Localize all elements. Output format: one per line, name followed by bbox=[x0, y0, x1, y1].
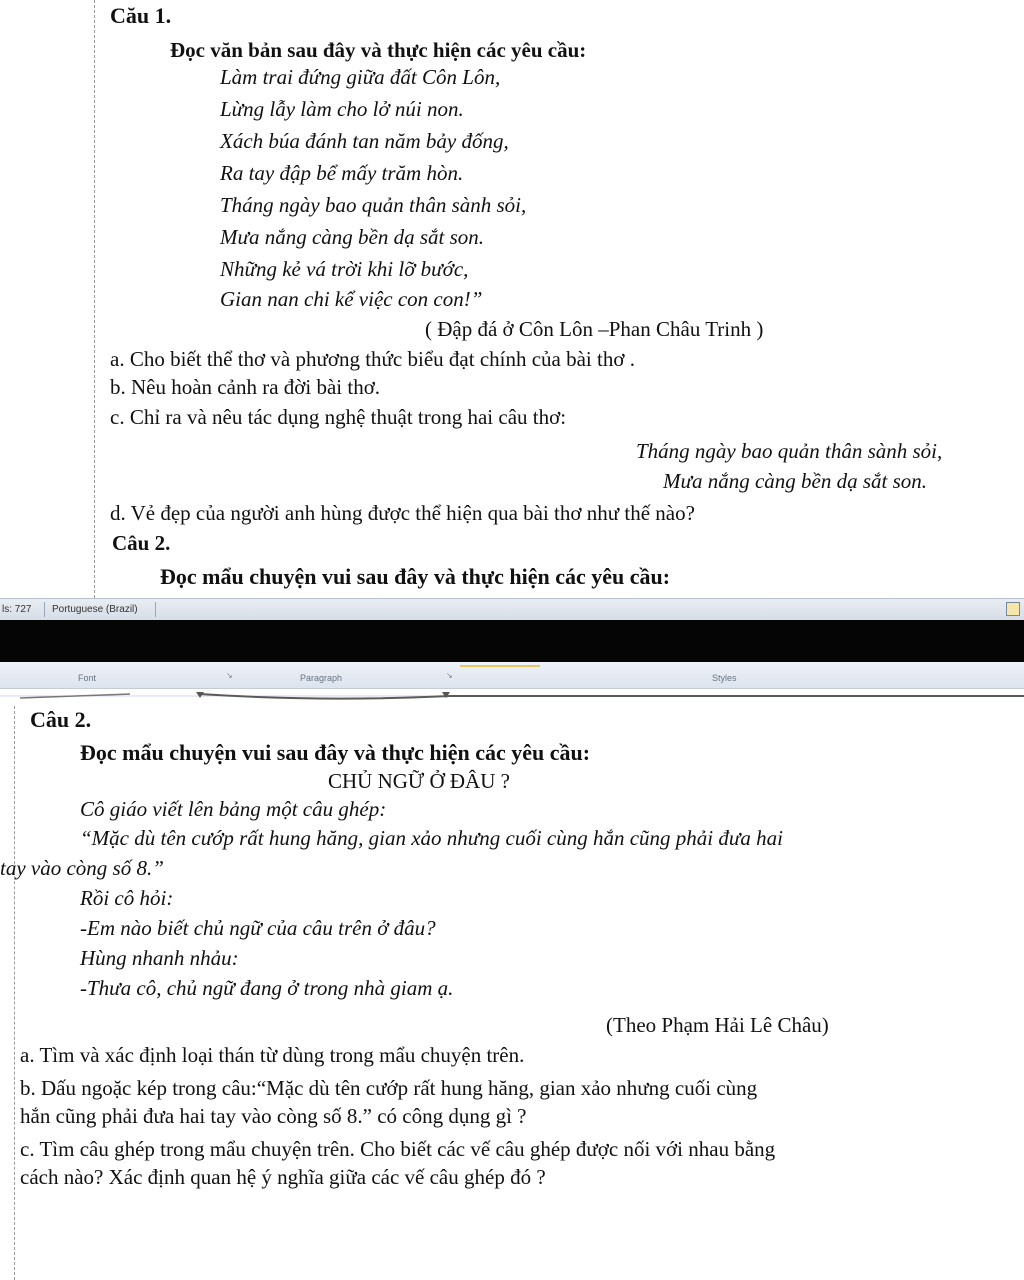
question-b: b. Dấu ngoặc kép trong câu:“Mặc dù tên cướp rất hung hăng, gian xảo nhưng cuối cùng bbox=[20, 1076, 758, 1100]
ribbon-group-font: Font bbox=[78, 673, 97, 683]
top-document-page bbox=[0, 0, 1024, 598]
status-bar bbox=[0, 598, 1024, 621]
question-b: b. Nêu hoàn cảnh ra đời bài thơ. bbox=[110, 375, 381, 399]
question-1-heading: Cău 1. bbox=[110, 3, 172, 28]
story-line: Hùng nhanh nhảu: bbox=[80, 946, 239, 970]
font-dialog-launcher-icon[interactable]: ↘ bbox=[226, 671, 233, 680]
question-a: a. Cho biết thể thơ và phương thức biểu đạt chính của bài thơ . bbox=[110, 347, 635, 371]
poem-line: Mưa nắng càng bền dạ sắt son. bbox=[220, 225, 485, 249]
poem-line: Gian nan chi kể việc con con!” bbox=[220, 287, 483, 311]
story-line: -Em nào biết chủ ngữ của câu trên ở đâu? bbox=[80, 916, 436, 940]
poem-line: Ra tay đập bể mấy trăm hòn. bbox=[220, 161, 464, 185]
question-2-heading: Câu 2. bbox=[112, 531, 171, 555]
question-c: c. Tìm câu ghép trong mẩu chuyện trên. Cho biết các vế câu ghép được nối với nhau bằng bbox=[20, 1137, 776, 1161]
ribbon-group-labels bbox=[0, 662, 1024, 689]
question-1-instruction: Đọc văn bản sau đây và thực hiện các yêu cầu: bbox=[170, 38, 587, 62]
poem-line: Lừng lẫy làm cho lở núi non. bbox=[220, 97, 464, 121]
story-title: CHỦ NGỮ Ở ĐÂU ? bbox=[328, 769, 510, 793]
question-2-instruction: Đọc mẩu chuyện vui sau đây và thực hiện các yêu cầu: bbox=[160, 564, 671, 589]
horizontal-ruler[interactable] bbox=[0, 688, 1024, 704]
language-indicator[interactable]: Portuguese (Brazil) bbox=[52, 604, 138, 615]
poem-line: Làm trai đứng giữa đất Côn Lôn, bbox=[220, 65, 501, 89]
poem-line: Những kẻ vá trời khi lỡ bước, bbox=[220, 257, 469, 281]
question-d: d. Vẻ đẹp của người anh hùng được thể hiện qua bài thơ như thế nào? bbox=[110, 501, 695, 525]
question-2-instruction: Đọc mẩu chuyện vui sau đây và thực hiện các yêu cầu: bbox=[80, 740, 591, 765]
quoted-verse-line: Mưa nắng càng bền dạ sắt son. bbox=[663, 469, 928, 493]
ribbon-highlight bbox=[460, 665, 540, 667]
story-line: “Mặc dù tên cướp rất hung hăng, gian xảo nhưng cuối cùng hắn cũng phải đưa hai bbox=[80, 826, 783, 850]
paragraph-dialog-launcher-icon[interactable]: ↘ bbox=[446, 671, 453, 680]
margin-guide bbox=[14, 706, 15, 1280]
story-line: Cô giáo viết lên bảng một câu ghép: bbox=[80, 797, 387, 821]
ribbon-group-paragraph: Paragraph bbox=[300, 673, 343, 683]
poem-source: ( Đập đá ở Côn Lôn –Phan Châu Trinh ) bbox=[425, 317, 764, 341]
question-c: c. Chỉ ra và nêu tác dụng nghệ thuật trong hai câu thơ: bbox=[110, 405, 567, 429]
question-c-continued: cách nào? Xác định quan hệ ý nghĩa giữa các vế câu ghép đó ? bbox=[20, 1165, 546, 1189]
question-b-continued: hắn cũng phải đưa hai tay vào còng số 8.” có công dụng gì ? bbox=[20, 1104, 527, 1128]
status-separator bbox=[155, 602, 156, 617]
story-line: tay vào còng số 8.” bbox=[0, 856, 164, 880]
story-source: (Theo Phạm Hải Lê Châu) bbox=[606, 1013, 829, 1037]
quoted-verse-line: Tháng ngày bao quản thân sành sỏi, bbox=[636, 439, 943, 463]
question-2-heading: Câu 2. bbox=[30, 707, 92, 732]
poem-line: Tháng ngày bao quản thân sành sỏi, bbox=[220, 193, 527, 217]
poem-line: Xách búa đánh tan năm bảy đống, bbox=[220, 129, 509, 153]
question-a: a. Tìm và xác định loại thán từ dùng trong mẩu chuyện trên. bbox=[20, 1043, 525, 1067]
bottom-document-page bbox=[0, 662, 1024, 1280]
story-line: -Thưa cô, chủ ngữ đang ở trong nhà giam ạ. bbox=[80, 976, 454, 1000]
status-separator bbox=[44, 602, 45, 617]
word-count[interactable]: ls: 727 bbox=[2, 604, 32, 615]
margin-guide bbox=[94, 0, 95, 598]
ribbon-group-styles: Styles bbox=[712, 673, 737, 683]
view-layout-icon[interactable] bbox=[1006, 602, 1020, 616]
story-line: Rồi cô hỏi: bbox=[80, 886, 174, 910]
screen-gap bbox=[0, 620, 1024, 662]
